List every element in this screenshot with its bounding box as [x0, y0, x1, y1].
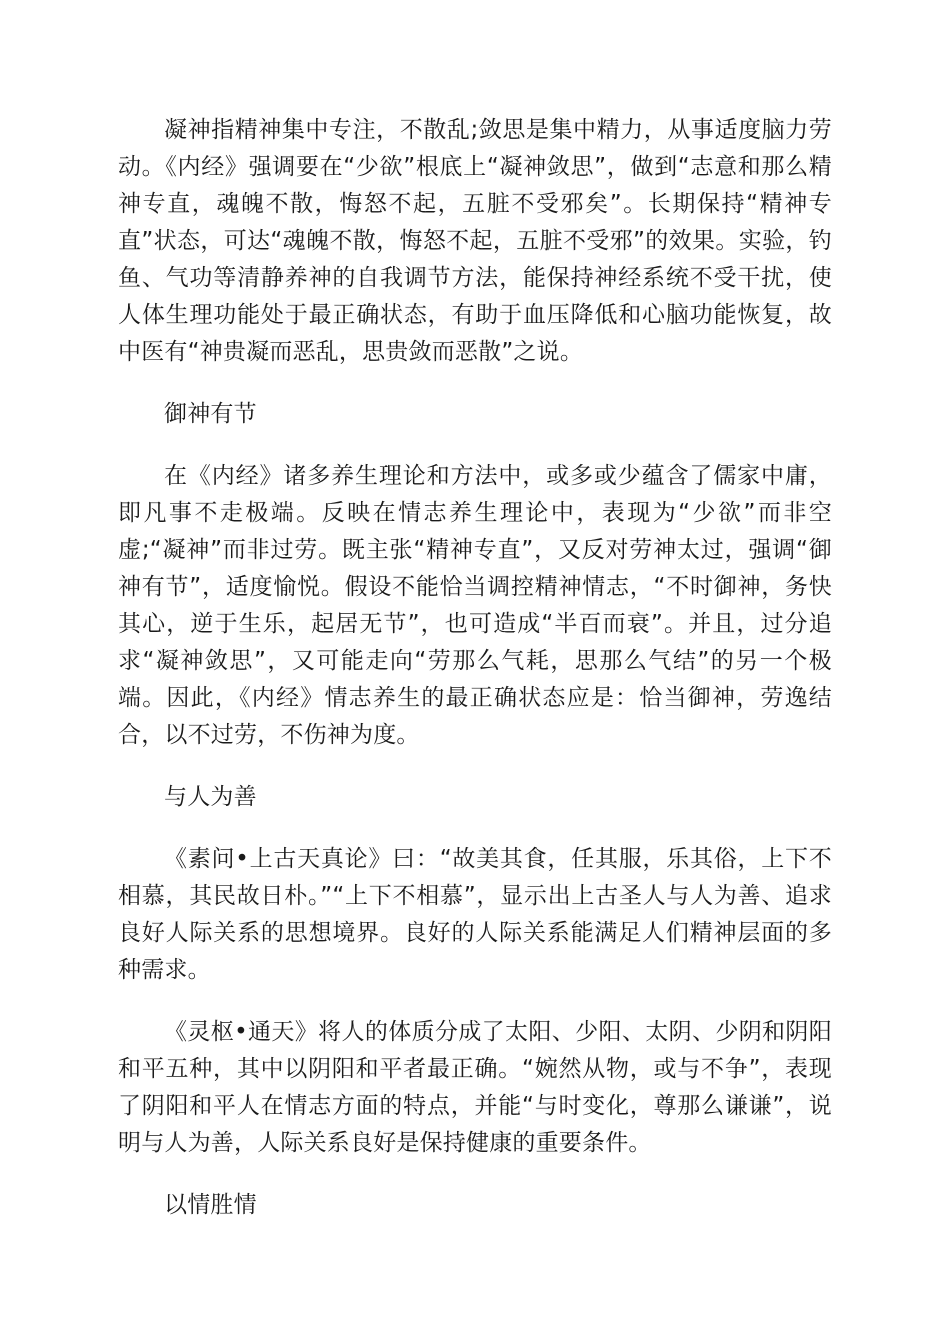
section-heading-yiqingshengqing: 以情胜情 [164, 1192, 257, 1218]
paragraph-lingshu: 《灵枢•通天》将人的体质分成了太阳、少阳、太阴、少阴和阴阳和平五种，其中以阴阳和平者最正确。“婉然从物，或与不争”，表现了阴阳和平人在情志方面的特点，并能“与时变化，尊那么谦谦”，说明与人为善，人际关系良好是保持健康的重要条件。 [118, 1019, 832, 1156]
paragraph-suwen: 《素问•上古天真论》曰：“故美其食，任其服，乐其俗，上下不相慕，其民故日朴。”“上下不相慕”，显示出上古圣人与人为善、追求良好人际关系的思想境界。良好的人际关系能满足人们精神层面的多种需求。 [118, 846, 832, 983]
paragraph-moderation: 在《内经》诸多养生理论和方法中，或多或少蕴含了儒家中庸，即凡事不走极端。反映在情志养生理论中，表现为“少欲”而非空虚;“凝神”而非过劳。既主张“精神专直”，又反对劳神太过，强调“御神有节”，适度愉悦。假设不能恰当调控精神情志，“不时御神，务快其心，逆于生乐，起居无节”，也可造成“半百而衰”。并且，过分追求“凝神敛思”，又可能走向“劳那么气耗，思那么气结”的另一个极端。因此，《内经》情志养生的最正确状态应是：恰当御神，劳逸结合，以不过劳，不伤神为度。 [118, 463, 832, 748]
section-heading-yushen: 御神有节 [164, 401, 257, 427]
paragraph-concentration: 凝神指精神集中专注，不散乱;敛思是集中精力，从事适度脑力劳动。《内经》强调要在“少欲”根底上“凝神敛思”，做到“志意和那么精神专直，魂魄不散，悔怒不起，五脏不受邪矣”。长期保持“精神专直”状态，可达“魂魄不散，悔怒不起，五脏不受邪”的效果。实验，钓鱼、气功等清静养神的自我调节方法，能保持神经系统不受干扰，使人体生理功能处于最正确状态，有助于血压降低和心脑功能恢复，故中医有“神贵凝而恶乱，思贵敛而恶散”之说。 [118, 117, 832, 365]
document-page [118, 112, 832, 1249]
section-heading-yurenweishan: 与人为善 [164, 784, 257, 810]
